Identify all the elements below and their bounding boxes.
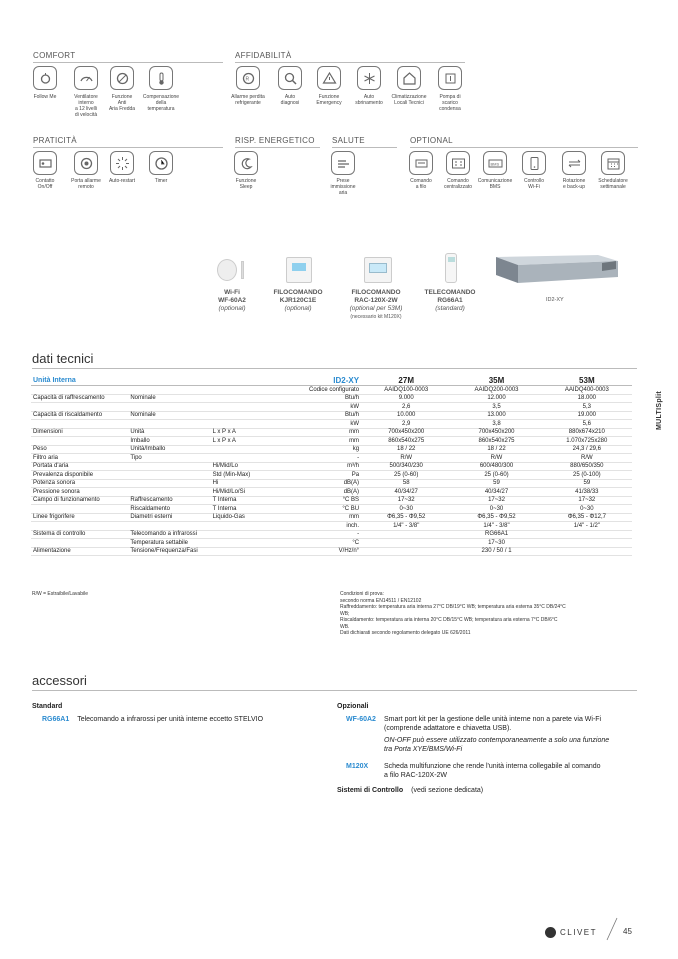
optional-code-m120x: M120X <box>346 763 369 770</box>
table-cell: 3,5 <box>451 403 541 412</box>
table-cell <box>211 547 273 556</box>
table-cell: °C <box>273 539 361 548</box>
table-cell <box>128 462 210 471</box>
fan-speed-icon <box>74 66 98 90</box>
table-cell <box>128 420 210 429</box>
model-label: ID2-XY <box>273 376 361 386</box>
table-cell: 24,3 / 29,6 <box>542 445 632 454</box>
table-cell <box>211 403 273 412</box>
table-cell: 10.000 <box>361 411 451 420</box>
table-cell: 880/650/350 <box>542 462 632 471</box>
table-cell: 17~32 <box>451 496 541 505</box>
table-row <box>31 445 632 454</box>
table-cell <box>31 420 128 429</box>
table-cell <box>31 505 128 514</box>
table-cell: m³/h <box>273 462 361 471</box>
table-cell <box>31 403 128 412</box>
table-cell <box>128 471 210 480</box>
table-cell: kW <box>273 420 361 429</box>
optional-desc-wf60a2: Smart port kit per la gestione delle unità interne non a parete via Wi-Fi (comprende adattatore e chiavetta USB). ON-OFF può essere utilizzato contemporaneamente a solo una funzione tra Porta XYE/BMS/Wi-Fi <box>384 716 610 753</box>
table-row <box>31 411 632 420</box>
device-label-rg66a1: TELECOMANDO RG66A1 (standard) <box>424 289 476 312</box>
table-cell: Nominale <box>128 411 210 420</box>
feature-label: Compensazione della temperatura <box>142 94 180 112</box>
table-cell: 860x540x275 <box>451 437 541 446</box>
table-cell: Peso <box>31 445 128 454</box>
table-cell: 500/340/230 <box>361 462 451 471</box>
section-optional: OPTIONAL <box>410 136 638 148</box>
table-cell: dB(A) <box>273 488 361 497</box>
table-cell: 40/34/27 <box>361 488 451 497</box>
feature-label: Auto-restart <box>108 178 136 184</box>
table-cell <box>31 539 128 548</box>
table-header-row <box>31 376 632 386</box>
table-cell: Btu/h <box>273 394 361 403</box>
table-cell: 1/4" - 1/2" <box>542 522 632 531</box>
feature-label: Auto diagnosi <box>280 94 300 106</box>
auto-restart-icon <box>110 151 134 175</box>
table-row <box>31 530 632 539</box>
table-cell <box>211 522 273 531</box>
table-cell: Pa <box>273 471 361 480</box>
table-cell: - <box>273 530 361 539</box>
optional-desc-m120x: Scheda multifunzione che rende l'unità interna collegabile al comando a filo RAC-120X-2W <box>384 763 601 779</box>
table-cell: L x P x A <box>211 437 273 446</box>
table-cell: Potenza sonora <box>31 479 128 488</box>
device-label-kjr120c1e: FILOCOMANDO KJR120C1E (optional) <box>273 289 323 312</box>
refrigerant-alarm-icon <box>236 66 260 90</box>
table-cell: inch. <box>273 522 361 531</box>
table-cell: Linee frigorifere <box>31 513 128 522</box>
table-cell <box>211 420 273 429</box>
table-cell: 700x450x200 <box>451 428 541 437</box>
size-53m: 53M <box>542 376 632 386</box>
table-cell: T Interna <box>211 496 273 505</box>
table-cell: 18.000 <box>542 394 632 403</box>
auto-diagnosis-icon <box>278 66 302 90</box>
table-cell: 1.070x725x280 <box>542 437 632 446</box>
side-label: MULTISplit <box>656 390 663 430</box>
section-title-dati-tecnici: dati tecnici <box>32 351 94 366</box>
auto-defrost-icon <box>357 66 381 90</box>
wired-controller-2-image <box>364 257 392 283</box>
feature-label: Funzione Sleep <box>235 178 257 190</box>
table-row <box>31 505 632 514</box>
optional-title: Opzionali <box>337 703 369 710</box>
section-risparmio: RISP. ENERGETICO <box>235 136 320 148</box>
section-comfort: COMFORT <box>33 51 223 63</box>
table-cell: 25 (0-60) <box>451 471 541 480</box>
table-cell: Diametri esterni <box>128 513 210 522</box>
size-35m: 35M <box>451 376 541 386</box>
table-cell: mm <box>273 428 361 437</box>
specs-table <box>31 376 632 556</box>
table-cell: 1/4" - 3/8" <box>451 522 541 531</box>
table-cell: AAIDQ200-0003 <box>451 386 541 395</box>
table-cell: 25 (0-100) <box>542 471 632 480</box>
feature-label: Comunicazione BMS <box>477 178 513 190</box>
table-cell: Capacità di raffrescamento <box>31 394 128 403</box>
rw-note: R/W = Estraibile/Lavabile <box>32 591 88 597</box>
feature-label: Pompa di scarico condensa <box>439 94 461 112</box>
table-cell: 13.000 <box>451 411 541 420</box>
table-cell: - <box>273 454 361 463</box>
feature-label: Prese immissione aria <box>330 178 356 196</box>
feature-label: Allarme perdita refrigerante <box>231 94 265 106</box>
table-cell: °C BS <box>273 496 361 505</box>
feature-label: Porta allarme remoto <box>71 178 101 190</box>
table-row <box>31 539 632 548</box>
feature-label: Follow Me <box>33 94 57 100</box>
feature-label: Rotazione e back-up <box>562 178 586 190</box>
table-cell <box>211 454 273 463</box>
technical-room-icon <box>397 66 421 90</box>
table-cell: dB(A) <box>273 479 361 488</box>
air-intake-icon <box>331 151 355 175</box>
sleep-icon <box>234 151 258 175</box>
table-cell: Filtro aria <box>31 454 128 463</box>
feature-label: Contatto On/Off <box>35 178 55 190</box>
rotation-backup-icon <box>562 151 586 175</box>
table-row <box>31 462 632 471</box>
table-cell <box>128 479 210 488</box>
table-cell: R/W <box>542 454 632 463</box>
table-cell: Liquido-Gas <box>211 513 273 522</box>
table-cell: 17~30 <box>361 539 632 548</box>
table-cell: 25 (0-60) <box>361 471 451 480</box>
table-cell: Capacità di riscaldamento <box>31 411 128 420</box>
section-title-accessori: accessori <box>32 673 87 688</box>
table-cell <box>128 386 210 395</box>
table-cell: Std (Min-Max) <box>211 471 273 480</box>
central-control-icon <box>446 151 470 175</box>
table-cell: Raffrescamento <box>128 496 210 505</box>
table-cell: T Interna <box>211 505 273 514</box>
table-cell: mm <box>273 437 361 446</box>
wifi-dongle-image <box>217 259 237 281</box>
table-cell: Nominale <box>128 394 210 403</box>
table-cell: Hi <box>211 479 273 488</box>
table-cell: Φ6,35 - Φ9,52 <box>361 513 451 522</box>
table-cell <box>31 437 128 446</box>
table-cell: AAIDQ100-0003 <box>361 386 451 395</box>
bms-icon <box>483 151 507 175</box>
section-salute: SALUTE <box>332 136 397 148</box>
table-cell <box>211 445 273 454</box>
standard-code: RG66A1 <box>42 716 70 723</box>
feature-label: Comando centralizzato <box>443 178 473 190</box>
table-cell <box>128 488 210 497</box>
feature-label: Climatizzazione Locali Tecnici <box>391 94 427 106</box>
table-cell <box>31 522 128 531</box>
table-cell: 600/480/300 <box>451 462 541 471</box>
table-cell: Sistema di controllo <box>31 530 128 539</box>
table-cell: 58 <box>361 479 451 488</box>
anti-cold-air-icon <box>110 66 134 90</box>
weekly-scheduler-icon <box>601 151 625 175</box>
wifi-cable-image <box>241 261 244 279</box>
table-cell: RG66A1 <box>361 530 632 539</box>
size-27m: 27M <box>361 376 451 386</box>
feature-label: Ventilatore interno a 12 livelli di velocità <box>74 94 98 118</box>
footer-divider <box>606 917 618 941</box>
feature-label: Timer <box>154 178 168 184</box>
table-cell: 2,9 <box>361 420 451 429</box>
device-label-id2xy: ID2-XY <box>546 297 564 303</box>
table-row <box>31 394 632 403</box>
standard-item <box>42 715 263 724</box>
device-label-wifi: Wi-Fi WF-60A2 (optional) <box>218 289 246 312</box>
table-cell: 230 / 50 / 1 <box>361 547 632 556</box>
page-number: 45 <box>623 927 632 936</box>
table-cell: L x P x A <box>211 428 273 437</box>
table-cell: 5,6 <box>542 420 632 429</box>
table-cell: kg <box>273 445 361 454</box>
table-row <box>31 420 632 429</box>
wired-control-icon <box>409 151 433 175</box>
table-cell: 12.000 <box>451 394 541 403</box>
table-cell: Telecomando a infrarossi <box>128 530 210 539</box>
feature-label: Funzione Anti Aria Fredda <box>108 94 136 112</box>
table-cell: °C BU <box>273 505 361 514</box>
table-row <box>31 479 632 488</box>
divider <box>32 368 637 369</box>
remote-control-image <box>445 253 457 283</box>
table-cell: Pressione sonora <box>31 488 128 497</box>
table-cell: 59 <box>542 479 632 488</box>
standard-title: Standard <box>32 703 63 710</box>
contact-icon <box>33 151 57 175</box>
table-cell <box>211 386 273 395</box>
optional-code-wf60a2: WF-60A2 <box>346 716 376 723</box>
table-cell: Codice configurato <box>273 386 361 395</box>
table-row <box>31 471 632 480</box>
table-cell: 19.000 <box>542 411 632 420</box>
table-cell: Prevalenza disponibile <box>31 471 128 480</box>
control-systems: Sistemi di Controllo (vedi sezione dedicata) <box>337 787 484 794</box>
feature-label: Funzione Emergency <box>316 94 342 106</box>
brand-logo <box>545 927 556 938</box>
table-row <box>31 522 632 531</box>
table-cell: R/W <box>451 454 541 463</box>
table-cell: 17~32 <box>542 496 632 505</box>
table-row <box>31 403 632 412</box>
table-cell: 1/4" - 3/8" <box>361 522 451 531</box>
table-cell: 880x674x210 <box>542 428 632 437</box>
duct-unit-image <box>490 245 625 287</box>
table-row <box>31 488 632 497</box>
timer-icon <box>149 151 173 175</box>
table-cell: Hi/Mid/Lo <box>211 462 273 471</box>
table-cell: 860x540x275 <box>361 437 451 446</box>
table-cell <box>211 530 273 539</box>
table-cell: 3,8 <box>451 420 541 429</box>
table-cell: 18 / 22 <box>361 445 451 454</box>
table-cell: 18 / 22 <box>451 445 541 454</box>
table-cell: Unità/Imballo <box>128 445 210 454</box>
feature-label: Schedulatore settimanale <box>598 178 628 190</box>
test-conditions: Condizioni di prova: secondo norma EN14511 / EN12102 Raffreddamento: temperatura aria interna 27°C DB/19°C WB; temperatura aria esterna 35°C DB/24°C WB; Riscaldamento: temperatura aria interna 20°C DB/15°C WB; temperatura aria esterna 7°C DB/6°C WB. Dati dichiarati secondo regolamento delegato UE 626/2011 <box>340 591 566 636</box>
table-cell: 40/34/27 <box>451 488 541 497</box>
table-row <box>31 454 632 463</box>
wired-controller-image <box>286 257 312 283</box>
table-cell: 0~30 <box>542 505 632 514</box>
table-cell: 0~30 <box>451 505 541 514</box>
table-row <box>31 547 632 556</box>
table-cell: Tipo <box>128 454 210 463</box>
table-cell: 9.000 <box>361 394 451 403</box>
table-cell: Φ6,35 - Φ9,52 <box>451 513 541 522</box>
table-cell <box>128 403 210 412</box>
table-cell <box>211 394 273 403</box>
table-cell: Btu/h <box>273 411 361 420</box>
feature-label: Controllo Wi-Fi <box>523 178 544 190</box>
device-label-rac120x: FILOCOMANDO RAC-120X-2W (optional per 53M) (necessario kit M120X) <box>349 289 403 320</box>
table-cell: Portata d'aria <box>31 462 128 471</box>
table-row <box>31 437 632 446</box>
table-cell: 0~30 <box>361 505 451 514</box>
brand-name: CLIVET <box>560 928 598 937</box>
table-cell: Hi/Mid/Lo/Si <box>211 488 273 497</box>
table-cell: 5,3 <box>542 403 632 412</box>
table-row <box>31 428 632 437</box>
table-cell <box>128 522 210 531</box>
table-cell: Campo di funzionamento <box>31 496 128 505</box>
section-affidabilita: AFFIDABILITÀ <box>235 51 465 63</box>
table-row <box>31 496 632 505</box>
table-cell <box>211 539 273 548</box>
table-row <box>31 386 632 395</box>
wifi-control-icon <box>522 151 546 175</box>
feature-label: Auto sbrinamento <box>355 94 383 106</box>
table-row <box>31 513 632 522</box>
table-cell: Temperatura settabile <box>128 539 210 548</box>
table-cell: mm <box>273 513 361 522</box>
table-cell: Tensione/Frequenza/Fasi <box>128 547 210 556</box>
emergency-icon <box>317 66 341 90</box>
table-cell <box>31 386 128 395</box>
svg-text:BMS: BMS <box>490 161 499 166</box>
table-cell: 17~32 <box>361 496 451 505</box>
table-cell: Dimensioni <box>31 428 128 437</box>
table-cell: Alimentazione <box>31 547 128 556</box>
table-cell: 41/38/33 <box>542 488 632 497</box>
table-cell <box>211 411 273 420</box>
remote-alarm-icon <box>74 151 98 175</box>
table-cell: 59 <box>451 479 541 488</box>
table-cell: V/Hz/n° <box>273 547 361 556</box>
standard-desc: Telecomando a infrarossi per unità interne eccetto STELVIO <box>77 716 264 723</box>
table-cell: Imballo <box>128 437 210 446</box>
table-cell: AAIDQ400-0003 <box>542 386 632 395</box>
drain-pump-icon <box>438 66 462 90</box>
table-cell: Riscaldamento <box>128 505 210 514</box>
table-cell: R/W <box>361 454 451 463</box>
table-cell: 2,6 <box>361 403 451 412</box>
table-cell: kW <box>273 403 361 412</box>
divider <box>32 690 637 691</box>
table-cell: Unità <box>128 428 210 437</box>
thermometer-icon <box>149 66 173 90</box>
svg-text:R: R <box>245 76 249 82</box>
section-praticita: PRATICITÀ <box>33 136 223 148</box>
unit-label: Unità Interna <box>31 376 273 386</box>
follow-me-icon <box>33 66 57 90</box>
table-cell: Φ6,35 - Φ12,7 <box>542 513 632 522</box>
feature-label: Comando a filo <box>410 178 432 190</box>
table-cell: 700x450x200 <box>361 428 451 437</box>
